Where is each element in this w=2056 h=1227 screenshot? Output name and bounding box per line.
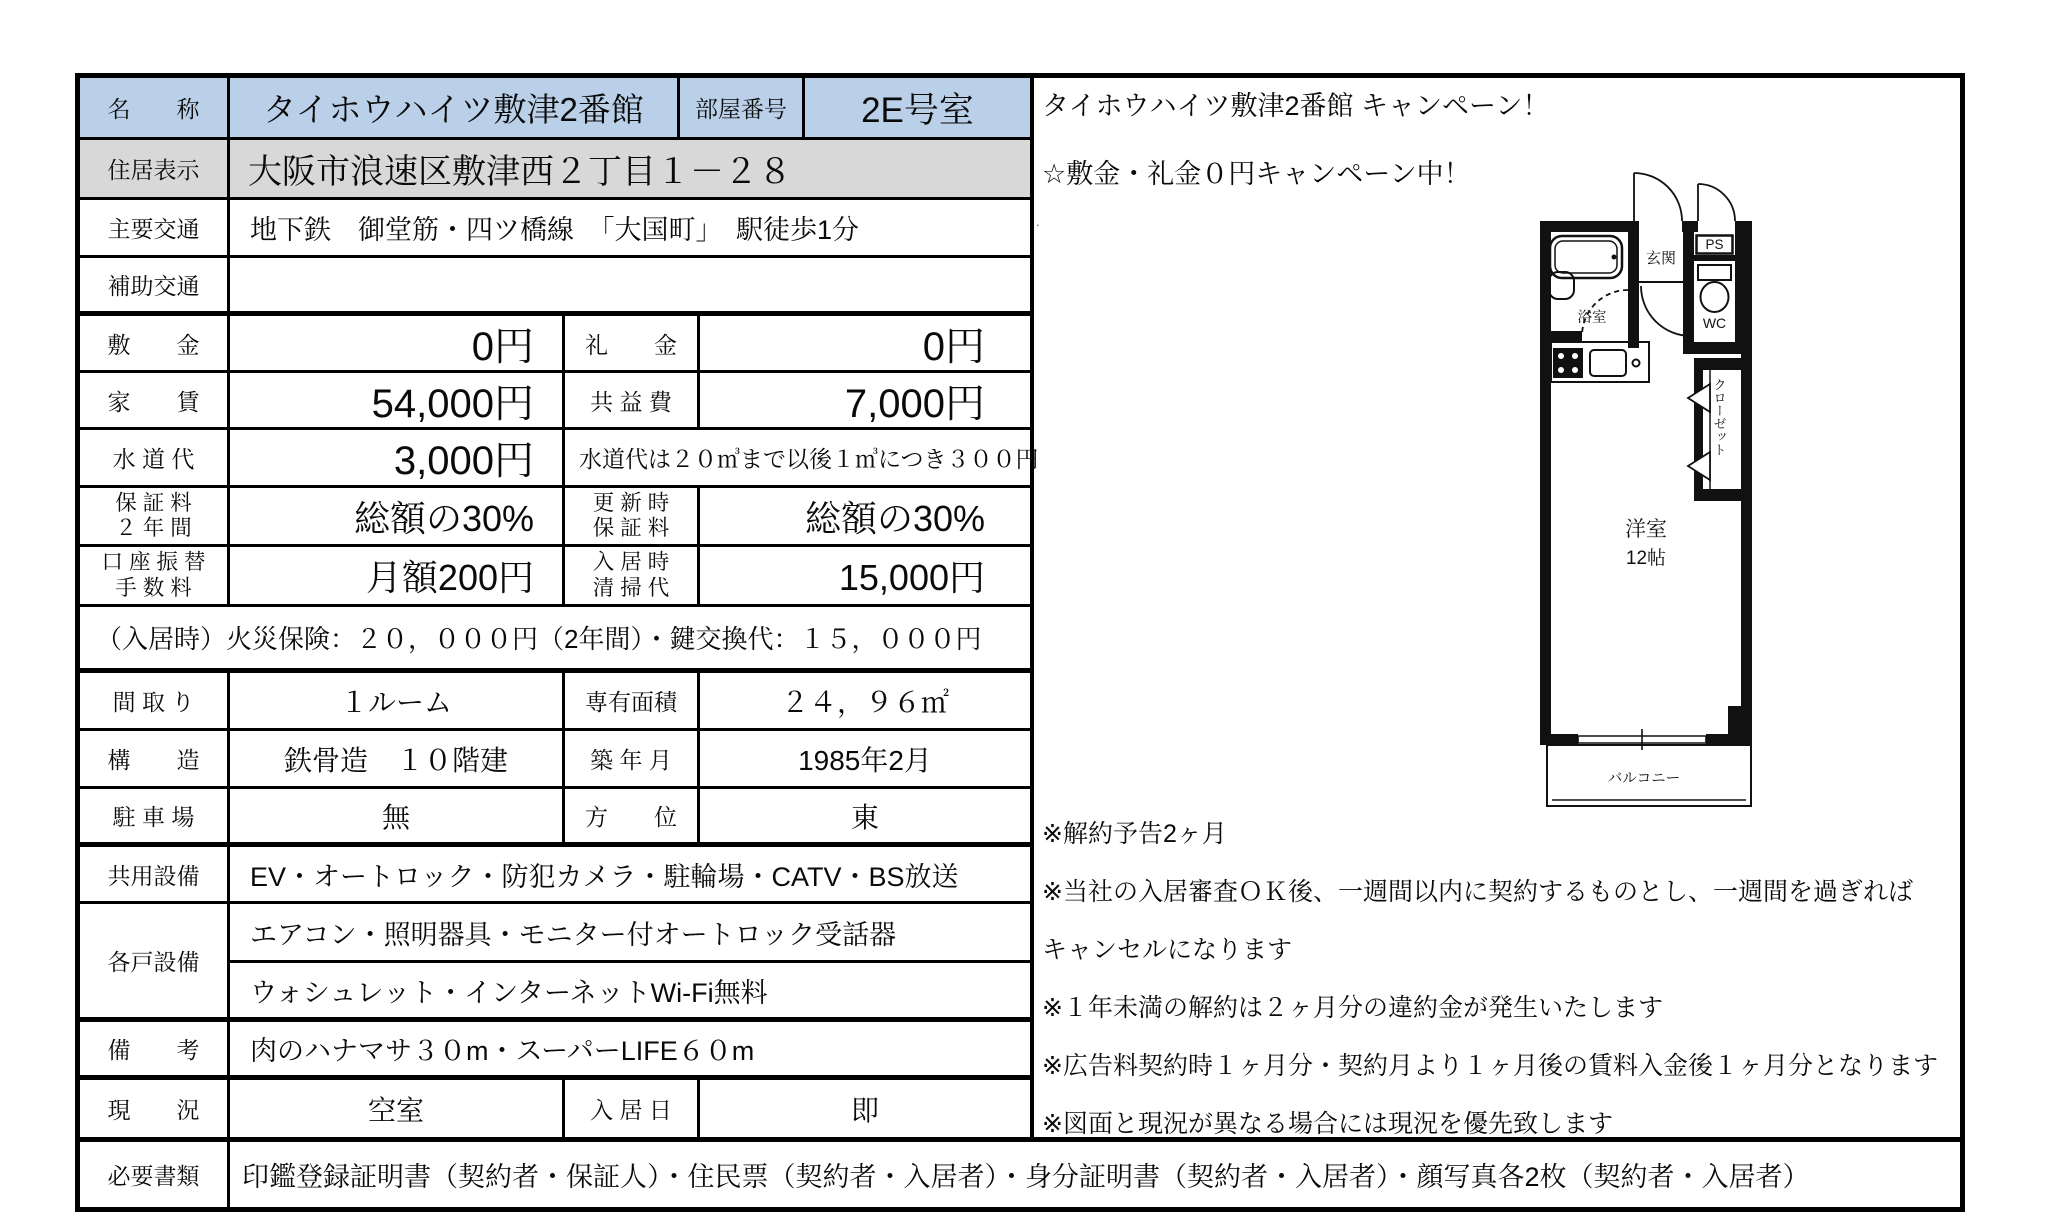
right-panel — [1034, 78, 1960, 1137]
closet-label: クローゼット — [1711, 378, 1727, 456]
transfer-fee-value: 月額200円 — [230, 547, 565, 604]
renewal-guarantee-label: 更 新 時 保 証 料 — [565, 488, 700, 544]
ps-label: PS — [1705, 237, 1724, 252]
layout-value: １ルーム — [230, 673, 565, 728]
documents-value: 印鑑登録証明書（契約者・保証人）・住民票（契約者・入居者）・身分証明書（契約者・入居者）・顔写真各2枚（契約者・入居者） — [242, 1162, 1810, 1192]
address-value: 大阪市浪速区敷津西２丁目１－２８ — [230, 140, 1030, 197]
room-size-label: 12帖 — [1625, 548, 1667, 569]
area-label: 専有面積 — [565, 673, 700, 728]
stove-icon — [1553, 348, 1583, 378]
status-value: 空室 — [230, 1080, 565, 1137]
table-row-transport-sub — [80, 258, 1030, 316]
entrance-label: 玄関 — [1645, 250, 1677, 267]
table-row-layout — [80, 673, 1030, 731]
move-in-date-value: 即 — [850, 1094, 879, 1126]
name-value: タイホウハイツ敷津2番館 — [230, 78, 680, 137]
table-row-move-in-note — [80, 607, 1030, 673]
common-fee-value: 7,000円 — [844, 381, 985, 426]
renewal-guarantee-value: 総額の30% — [804, 497, 985, 539]
note-discrepancy: ※図面と現況が異なる場合には現況を優先致します — [1042, 1110, 1613, 1138]
common-fee-label: 共 益 費 — [565, 373, 700, 427]
layout-label: 間 取 り — [80, 673, 230, 728]
note-ad-fee: ※広告料契約時１ヶ月分・契約月より１ヶ月後の賃料入金後１ヶ月分となります — [1042, 1052, 1938, 1080]
table-row-deposit — [80, 316, 1030, 373]
transport-main-label: 主要交通 — [80, 200, 230, 255]
built-value: 1985年2月 — [798, 744, 932, 776]
flyer-frame — [75, 73, 1965, 1212]
washbasin-icon — [1549, 272, 1574, 299]
structure-value: 鉄骨造 １０階建 — [230, 731, 565, 786]
room-name-label: 洋室 — [1625, 518, 1667, 541]
table-row-address — [80, 140, 1030, 200]
move-in-note: （入居時）火災保険：２０，０００円（2年間）・鍵交換代：１５，０００円 — [96, 624, 982, 654]
transport-sub-label: 補助交通 — [80, 258, 230, 311]
key-money-label: 礼 金 — [565, 316, 700, 370]
table-row-structure — [80, 731, 1030, 789]
bathroom-label: 浴室 — [1577, 310, 1607, 326]
campaign-highlight: ☆敷金・礼金０円キャンペーン中！ — [1042, 159, 1471, 189]
unit-facilities-values — [230, 904, 1030, 1017]
sink-icon — [1590, 350, 1626, 376]
rent-value: 54,000円 — [230, 373, 565, 427]
transfer-fee-label: 口 座 振 替 手 数 料 — [80, 547, 230, 604]
note-penalty: ※１年未満の解約は２ヶ月分の違約金が発生いたします — [1042, 994, 1663, 1022]
table-row-name — [80, 78, 1030, 140]
direction-value: 東 — [850, 801, 879, 833]
remarks-value: 肉のハナマサ３０m・スーパーLIFE６０m — [250, 1036, 755, 1066]
parking-value: 無 — [230, 789, 565, 842]
note-screening: ※当社の入居審査ＯＫ後、一週間以内に契約するものとし、一週間を過ぎれば — [1042, 878, 1913, 906]
guarantee-label: 保 証 料 ２ 年 間 — [80, 488, 230, 544]
table-row-transfer-fee — [80, 547, 1030, 607]
campaign-title: タイホウハイツ敷津2番館 キャンペーン！ — [1042, 91, 1550, 121]
wc-label: WC — [1702, 315, 1727, 331]
unit-facilities-value-1: エアコン・照明器具・モニター付オートロック受話器 — [230, 904, 1030, 963]
window — [1578, 729, 1706, 750]
rent-label: 家 賃 — [80, 373, 230, 427]
area-value: ２４，９６㎡ — [780, 686, 949, 718]
built-label: 築 年 月 — [565, 731, 700, 786]
transport-sub-value — [230, 258, 1030, 311]
table-row-guarantee — [80, 488, 1030, 547]
move-in-date-label: 入 居 日 — [565, 1080, 700, 1137]
shared-facilities-label: 共用設備 — [80, 847, 230, 901]
guarantee-value: 総額の30% — [230, 488, 565, 544]
cleaning-fee-value: 15,000円 — [838, 557, 985, 598]
key-money-value: 0円 — [922, 324, 985, 369]
table-row-shared-facilities — [80, 847, 1030, 904]
water-note: 水道代は２０㎥まで以後１㎥につき３００円 — [579, 446, 1039, 472]
structure-label: 構 造 — [80, 731, 230, 786]
status-label: 現 況 — [80, 1080, 230, 1137]
unit-facilities-value-2: ウォシュレット・インターネットWi-Fi無料 — [250, 977, 768, 1008]
table-row-rent — [80, 373, 1030, 430]
direction-label: 方 位 — [565, 789, 700, 842]
parking-label: 駐 車 場 — [80, 789, 230, 842]
room-number-label: 部屋番号 — [680, 78, 805, 137]
table-row-parking — [80, 789, 1030, 847]
balcony-label: バルコニー — [1607, 771, 1681, 787]
name-label: 名 称 — [80, 78, 230, 137]
note-cancellation-notice: ※解約予告2ヶ月 — [1042, 820, 1227, 848]
stray-mark: . — [1036, 214, 1040, 229]
table-row-remarks — [80, 1022, 1030, 1080]
deposit-value: 0円 — [230, 316, 565, 370]
table-row-status — [80, 1080, 1030, 1137]
table-row-unit-facilities — [80, 904, 1030, 1022]
pillar — [1728, 706, 1752, 745]
room-number-value: 2E号室 — [805, 78, 1030, 137]
floorplan — [1538, 158, 1770, 820]
table-row-documents — [80, 1137, 1960, 1207]
floorplan-walls — [1540, 221, 1752, 745]
unit-facilities-label: 各戸設備 — [80, 904, 230, 1017]
deposit-label: 敷 金 — [80, 316, 230, 370]
note-screening-2: キャンセルになります — [1042, 936, 1293, 964]
toilet-icon — [1698, 265, 1731, 312]
transport-main-value: 地下鉄 御堂筋・四ツ橋線 「大国町」 駅徒歩1分 — [250, 215, 860, 245]
table-row-transport-main — [80, 200, 1030, 258]
shared-facilities-value: EV・オートロック・防犯カメラ・駐輪場・CATV・BS放送 — [250, 861, 959, 892]
water-value: 3,000円 — [230, 430, 565, 485]
table-row-water — [80, 430, 1039, 488]
property-table — [80, 78, 1039, 1137]
water-label: 水 道 代 — [80, 430, 230, 485]
address-label: 住居表示 — [80, 140, 230, 197]
cleaning-fee-label: 入 居 時 清 掃 代 — [565, 547, 700, 604]
documents-label: 必要書類 — [80, 1142, 230, 1207]
remarks-label: 備 考 — [80, 1022, 230, 1075]
